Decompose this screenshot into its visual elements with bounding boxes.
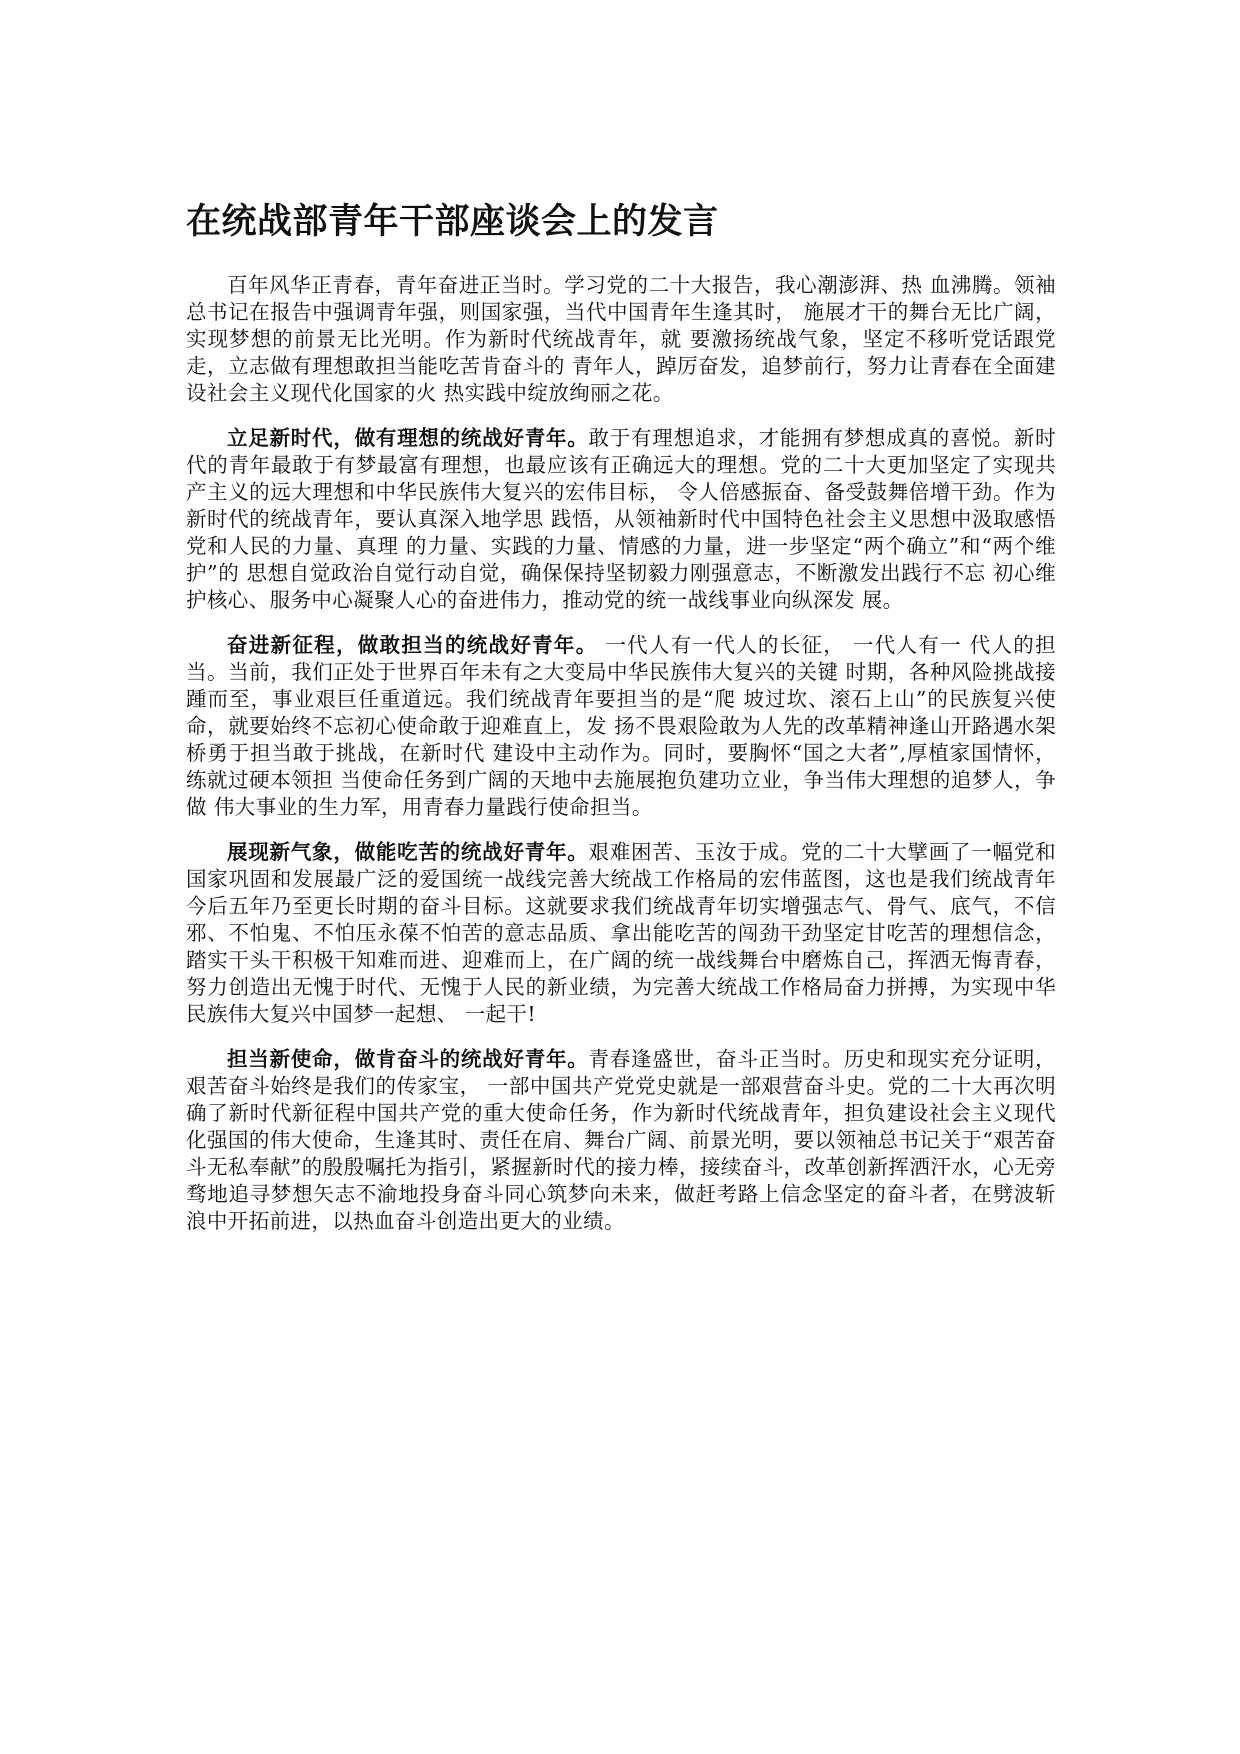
document-title: 在统战部青年干部座谈会上的发言: [186, 202, 719, 242]
paragraph-lead: 担当新使命，做肯奋斗的统战好青年。: [227, 1047, 589, 1071]
paragraph-hardship: [186, 839, 1056, 1028]
paragraph-lead: 立足新时代，做有理想的统战好青年。: [227, 426, 589, 450]
paragraph-responsibility: [186, 632, 1056, 821]
paragraph-lead: 奋进新征程，做敢担当的统战好青年。: [227, 633, 598, 657]
paragraph-text: 艰难困苦、玉汝于成。党的二十大擘画了一幅党和国家巩固和发展最广泛的爱国统一战线完善大统战工作格局的宏伟蓝图，这也是我们统战青年今后五年乃至更长时期的奋斗目标。这就要求我们统战青年切实增强志气、骨气、底气，不信邪、不怕鬼、不怕压永葆不怕苦的意志品质、拿出能吃苦的闯劲干劲坚定甘吃苦的理想信念，踏实干头干积极干知难而进、迎难而上，在广阔的统一战线舞台中磨炼自己，挥洒无悔青春，努力创造出无愧于时代、无愧于人民的新业绩，为完善大统战工作格局奋力拼搏，为实现中华民族伟大复兴中国梦一起想、 一起干!: [186, 840, 1056, 1026]
paragraph-text: 百年风华正青春，青年奋进正当时。学习党的二十大报告，我心潮澎湃、热 血沸腾。领袖总书记在报告中强调青年强，则国家强，当代中国青年生逢其时， 施展才干的舞台无比广阔，实现梦想的前景无比光明。作为新时代统战青年，就 要激扬统战气象，坚定不移听党话跟党走，立志做有理想敢担当能吃苦肯奋斗的 青年人，踔厉奋发，追梦前行，努力让青春在全面建设社会主义现代化国家的火 热实践中绽放绚丽之花。: [186, 273, 1056, 405]
paragraph-intro: [186, 272, 1056, 407]
document-page: [186, 198, 1056, 1253]
paragraph-lead: 展现新气象，做能吃苦的统战好青年。: [227, 840, 589, 864]
paragraph-text: 敢于有理想追求，才能拥有梦想成真的喜悦。新时代的青年最敢于有梦最富有理想，也最应该有正确远大的理想。党的二十大更加坚定了实现共产主义的远大理想和中华民族伟大复兴的宏伟目标， 令人倍感振奋、备受鼓舞倍增干劲。作为新时代的统战青年，要认真深入地学思 践悟，从领袖新时代中国特色社会主义思想中汲取感悟党和人民的力量、真理 的力量、实践的力量、情感的力量，进一步坚定“两个确立”和“两个维护”的 思想自觉政治自觉行动自觉，确保保持坚韧毅力刚强意志，不断激发出践行不忘 初心维护核心、服务中心凝聚人心的奋进伟力，推动党的统一战线事业向纵深发 展。: [186, 426, 1056, 612]
paragraph-text: 青春逢盛世，奋斗正当时。历史和现实充分证明，艰苦奋斗始终是我们的传家宝， 一部中国共产党党史就是一部艰营奋斗史。党的二十大再次明确了新时代新征程中国共产党的重大使命任务，作为新时代统战青年，担负建设社会主义现代化强国的伟大使命，生逢其时、责任在肩、舞台广阔、前景光明，要以领袖总书记关于“艰苦奋斗无私奉献”的殷殷嘱托为指引，紧握新时代的接力棒，接续奋斗，改革创新挥洒汗水，心无旁骛地追寻梦想矢志不渝地投身奋斗同心筑梦向未来，做赶考路上信念坚定的奋斗者，在劈波斩浪中开拓前进，以热血奋斗创造出更大的业绩。: [186, 1047, 1056, 1233]
paragraph-struggle: [186, 1046, 1056, 1235]
paragraph-ideal: [186, 425, 1056, 614]
paragraph-text: 一代人有一代人的长征， 一代人有一 代人的担当。当前，我们正处于世界百年未有之大变局中华民族伟大复兴的关键 时期，各种风险挑战接踵而至，事业艰巨任重道远。我们统战青年要担当的是“爬 坡过坎、滚石上山”的民族复兴使命，就要始终不忘初心使命敢于迎难直上，发 扬不畏艰险敢为人先的改革精神逢山开路遇水架桥勇于担当敢于挑战，在新时代 建设中主动作为。同时，要胸怀“国之大者”,厚植家国情怀，练就过硬本领担 当使命任务到广阔的天地中去施展抱负建功立业，争当伟大理想的追梦人，争做 伟大事业的生力军，用青春力量践行使命担当。: [186, 633, 1056, 819]
